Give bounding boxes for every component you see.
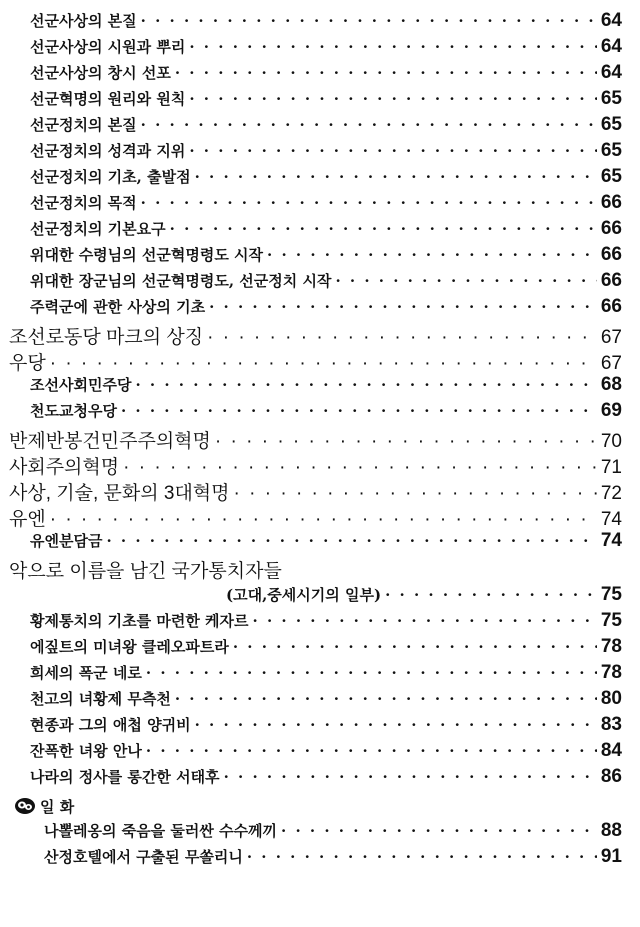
dot-leader <box>106 532 596 550</box>
toc-entry-title: 반제반봉건민주주의혁명 <box>9 431 211 452</box>
episode-heading-label: 일 화 <box>40 797 75 816</box>
toc-entry <box>0 36 640 62</box>
toc-entry <box>0 374 640 400</box>
toc-entry <box>0 10 640 36</box>
toc-entry <box>0 400 640 426</box>
toc-entry-page: 66 <box>600 244 622 265</box>
toc-entry <box>0 270 640 296</box>
episode-heading <box>0 792 640 820</box>
toc-entry-page: 75 <box>600 584 622 605</box>
toc-entry <box>0 452 640 478</box>
dot-leader <box>50 509 597 531</box>
toc-entry-page: 64 <box>600 10 622 31</box>
toc-entry-title: 에짚트의 미녀왕 클레오파트라 <box>30 638 229 656</box>
toc-entry-page: 70 <box>600 431 622 452</box>
toc-entry <box>0 88 640 114</box>
toc-entry-title: 우당 <box>9 353 46 374</box>
toc-entry-title: 유엔분담금 <box>30 532 103 550</box>
toc-entry-title: 산정호텔에서 구출된 무쏠리니 <box>44 848 243 866</box>
dot-leader <box>207 327 597 349</box>
toc-entry <box>0 714 640 740</box>
toc-entry <box>0 426 640 452</box>
dot-leader <box>195 168 597 186</box>
toc-entry-page: 72 <box>600 483 622 504</box>
dot-leader <box>175 690 597 708</box>
toc-entry-title: 위대한 수령님의 선군혁명령도 시작 <box>30 246 264 264</box>
toc-entry <box>0 688 640 714</box>
toc-entry <box>0 322 640 348</box>
toc-entry-page: 83 <box>600 714 622 735</box>
toc-entry-title: 현종과 그의 애첩 양귀비 <box>30 716 191 734</box>
toc-entry <box>0 244 640 270</box>
dot-leader <box>135 376 596 394</box>
toc-entry <box>0 584 640 610</box>
toc-entry <box>0 846 640 872</box>
toc-entry <box>0 662 640 688</box>
toc-entry-page: 69 <box>600 400 622 421</box>
toc-entry <box>0 478 640 504</box>
dot-leader <box>175 64 597 82</box>
toc-entry-title: 황제통치의 기초를 마련한 케자르 <box>30 612 249 630</box>
dot-leader <box>50 353 597 375</box>
toc-entry-page: 65 <box>600 88 622 109</box>
dot-leader <box>335 272 596 290</box>
dot-leader <box>146 664 597 682</box>
dot-leader <box>146 742 597 760</box>
toc-entry <box>0 504 640 530</box>
dot-leader <box>253 612 597 630</box>
dot-leader <box>233 638 597 656</box>
toc-entry-page: 66 <box>600 270 622 291</box>
dot-leader <box>234 483 597 505</box>
toc-entry-page: 64 <box>600 62 622 83</box>
toc-entry <box>0 766 640 792</box>
toc-entry-page: 80 <box>600 688 622 709</box>
toc-entry <box>0 820 640 846</box>
toc-entry-page: 91 <box>600 846 622 867</box>
toc-entry <box>0 114 640 140</box>
dot-leader <box>141 116 597 134</box>
toc-entry-page: 67 <box>600 327 622 348</box>
toc-entry <box>0 348 640 374</box>
dot-leader <box>121 402 597 420</box>
toc-entry-title: 위대한 장군님의 선군혁명령도, 선군정치 시작 <box>30 272 332 290</box>
toc-entry-page: 65 <box>600 114 622 135</box>
dot-leader <box>281 822 597 840</box>
toc-entry-page: 78 <box>600 662 622 683</box>
table-of-contents <box>0 10 640 872</box>
toc-entry <box>0 610 640 636</box>
toc-entry-title: 주력군에 관한 사상의 기초 <box>30 298 206 316</box>
toc-entry <box>0 62 640 88</box>
toc-entry <box>0 636 640 662</box>
toc-entry-title: 나라의 정사를 롱간한 서태후 <box>30 768 220 786</box>
toc-entry-page: 88 <box>600 820 622 841</box>
toc-entry-page: 71 <box>600 457 622 478</box>
toc-entry <box>0 140 640 166</box>
toc-entry-page: 78 <box>600 636 622 657</box>
episode-ornament-icon <box>14 797 36 815</box>
dot-leader <box>189 90 597 108</box>
dot-leader <box>247 848 597 866</box>
toc-entry-title: 나뽈레옹의 죽음을 둘러싼 수수께끼 <box>44 822 278 840</box>
toc-entry-title: 유엔 <box>9 509 46 530</box>
dot-leader <box>267 246 597 264</box>
toc-entry-page: 66 <box>600 296 622 317</box>
dot-leader <box>209 298 597 316</box>
toc-entry-title: 잔폭한 녀왕 안나 <box>30 742 142 760</box>
toc-entry-page: 64 <box>600 36 622 57</box>
toc-entry-title: 선군혁명의 원리와 원칙 <box>30 90 186 108</box>
toc-entry-title: 선군정치의 목적 <box>30 194 137 212</box>
toc-entry-title: 선군사상의 시원과 뿌리 <box>30 38 186 56</box>
dot-leader <box>141 12 597 30</box>
dot-leader <box>385 586 597 604</box>
toc-entry-page: 84 <box>600 740 622 761</box>
toc-entry-page: 68 <box>600 374 622 395</box>
toc-entry-page: 66 <box>600 192 622 213</box>
toc-section-heading <box>0 556 640 584</box>
toc-entry-title: 천고의 녀황제 무측천 <box>30 690 171 708</box>
dot-leader <box>170 220 597 238</box>
toc-entry <box>0 740 640 766</box>
toc-entry-page: 74 <box>600 509 622 530</box>
toc-entry-page: 65 <box>600 140 622 161</box>
toc-entry-title: 선군정치의 본질 <box>30 116 137 134</box>
toc-entry-page: 74 <box>600 530 622 551</box>
toc-entry-title: 조선사회민주당 <box>30 376 132 394</box>
dot-leader <box>141 194 597 212</box>
toc-entry <box>0 166 640 192</box>
toc-entry-title: 사회주의혁명 <box>9 457 120 478</box>
toc-entry-title: 희세의 폭군 네로 <box>30 664 142 682</box>
toc-entry <box>0 218 640 244</box>
toc-entry-title: 사상, 기술, 문화의 3대혁명 <box>9 483 230 504</box>
toc-entry-title: 악으로 이름을 남긴 국가통치자들 <box>9 561 282 582</box>
toc-entry-title: 선군정치의 기본요구 <box>30 220 166 238</box>
toc-entry-title: 선군사상의 본질 <box>30 12 137 30</box>
toc-entry-title: 선군정치의 기초, 출발점 <box>30 168 191 186</box>
toc-entry <box>0 192 640 218</box>
dot-leader <box>189 38 597 56</box>
toc-entry-page: 66 <box>600 218 622 239</box>
toc-entry-page: 67 <box>600 353 622 374</box>
dot-leader <box>123 457 597 479</box>
toc-entry-title: 조선로동당 마크의 상징 <box>9 327 204 348</box>
toc-entry-title: (고대,중세시기의 일부) <box>226 586 382 604</box>
toc-entry-page: 86 <box>600 766 622 787</box>
toc-entry-title: 선군사상의 창시 선포 <box>30 64 171 82</box>
dot-leader <box>215 431 597 453</box>
toc-entry-page: 65 <box>600 166 622 187</box>
toc-entry <box>0 530 640 556</box>
toc-entry-title: 선군정치의 성격과 지위 <box>30 142 186 160</box>
toc-entry-title: 천도교청우당 <box>30 402 117 420</box>
toc-entry <box>0 296 640 322</box>
dot-leader <box>189 142 597 160</box>
dot-leader <box>195 716 597 734</box>
toc-entry-page: 75 <box>600 610 622 631</box>
dot-leader <box>224 768 597 786</box>
